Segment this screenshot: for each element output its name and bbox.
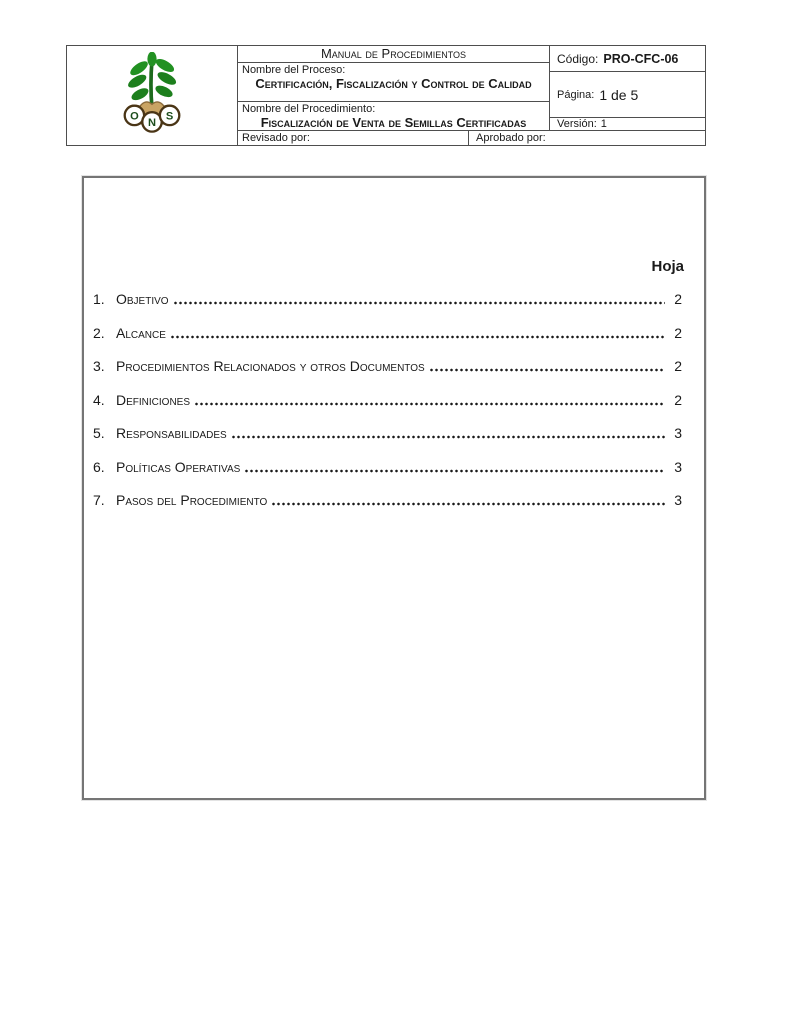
revised-by-cell: Revisado por: [238, 131, 469, 145]
toc-item-page: 2 [674, 324, 682, 341]
toc-item-number: 7. [93, 492, 105, 508]
dotted-leader [244, 469, 665, 473]
toc-item-label: Objetivo [116, 291, 169, 307]
toc-item-page: 3 [674, 458, 682, 475]
toc-item-number: 2. [93, 324, 105, 341]
dotted-leader [170, 335, 665, 339]
approved-by-cell: Aprobado por: [476, 132, 546, 144]
page-cell [550, 72, 705, 118]
toc-item-number: 3. [93, 358, 105, 374]
process-name: Certificación, Fiscalización y Control de Calidad [255, 76, 532, 91]
toc-item-number: 5. [93, 425, 105, 441]
toc-page-column-header: Hoja [651, 258, 684, 275]
toc-item-page: 2 [674, 291, 682, 307]
logo-letter-o: O [130, 110, 139, 123]
toc-item-number: 1. [93, 291, 105, 307]
header-middle-column [238, 46, 550, 130]
logo-leaf [128, 58, 150, 77]
dotted-leader [173, 301, 665, 305]
version-cell [550, 118, 705, 130]
toc-item-label: Procedimientos Relacionados y otros Documentos [116, 358, 425, 374]
procedure-name: Fiscalización de Venta de Semillas Certificadas [260, 115, 527, 130]
logo-leaf [147, 52, 156, 66]
toc-item-objetivo [93, 292, 682, 306]
toc-item-label: Pasos del Procedimiento [116, 492, 268, 508]
logo-letter-n: N [147, 116, 157, 129]
toc-frame [82, 176, 706, 800]
toc-item-definiciones [93, 393, 682, 407]
toc-item-politicas-operativas [93, 460, 682, 474]
toc-list [93, 292, 682, 527]
logo-leaf [126, 72, 148, 90]
process-cell [238, 63, 549, 102]
toc-item-label: Políticas Operativas [116, 458, 241, 475]
toc-item-pasos-del-procedimiento [93, 493, 682, 507]
toc-item-procedimientos-relacionados [93, 359, 682, 373]
toc-item-label: Definiciones [116, 391, 191, 408]
toc-item-responsabilidades [93, 426, 682, 440]
logo-leaf [156, 69, 178, 87]
manual-title: Manual de Procedimientos [238, 46, 549, 63]
page-value: 1 de 5 [599, 86, 639, 103]
toc-item-page: 2 [674, 391, 682, 408]
document-header-table [66, 45, 706, 146]
toc-item-page: 3 [674, 425, 682, 441]
header-signature-row [238, 130, 705, 145]
dotted-leader [231, 435, 665, 439]
logo-letter-s: S [165, 110, 174, 123]
version-value: 1 [600, 118, 607, 130]
logo-leaf [154, 56, 176, 74]
procedure-label: Nombre del Procedimiento: [242, 103, 376, 115]
logo-leaf [130, 85, 151, 102]
header-right-column [550, 46, 705, 130]
header-right-section [238, 46, 705, 145]
procedure-cell [238, 102, 549, 130]
ons-logo [115, 52, 189, 140]
process-label: Nombre del Proceso: [242, 64, 346, 76]
toc-item-alcance [93, 326, 682, 340]
page-label: Página: [557, 88, 595, 101]
logo-cell [67, 46, 238, 145]
toc-item-label: Alcance [116, 324, 166, 341]
code-value: PRO-CFC-06 [603, 51, 679, 66]
version-label: Versión: [557, 118, 597, 130]
toc-item-label: Responsabilidades [116, 425, 227, 441]
toc-item-number: 4. [93, 391, 105, 408]
toc-item-number: 6. [93, 458, 105, 475]
dotted-leader [429, 368, 665, 372]
code-cell [550, 46, 705, 72]
code-label: Código: [557, 51, 599, 66]
toc-item-page: 3 [674, 492, 682, 508]
dotted-leader [271, 502, 665, 506]
dotted-leader [194, 402, 665, 406]
logo-stem [151, 59, 152, 107]
logo-leaf [154, 83, 175, 99]
toc-item-page: 2 [674, 358, 682, 374]
